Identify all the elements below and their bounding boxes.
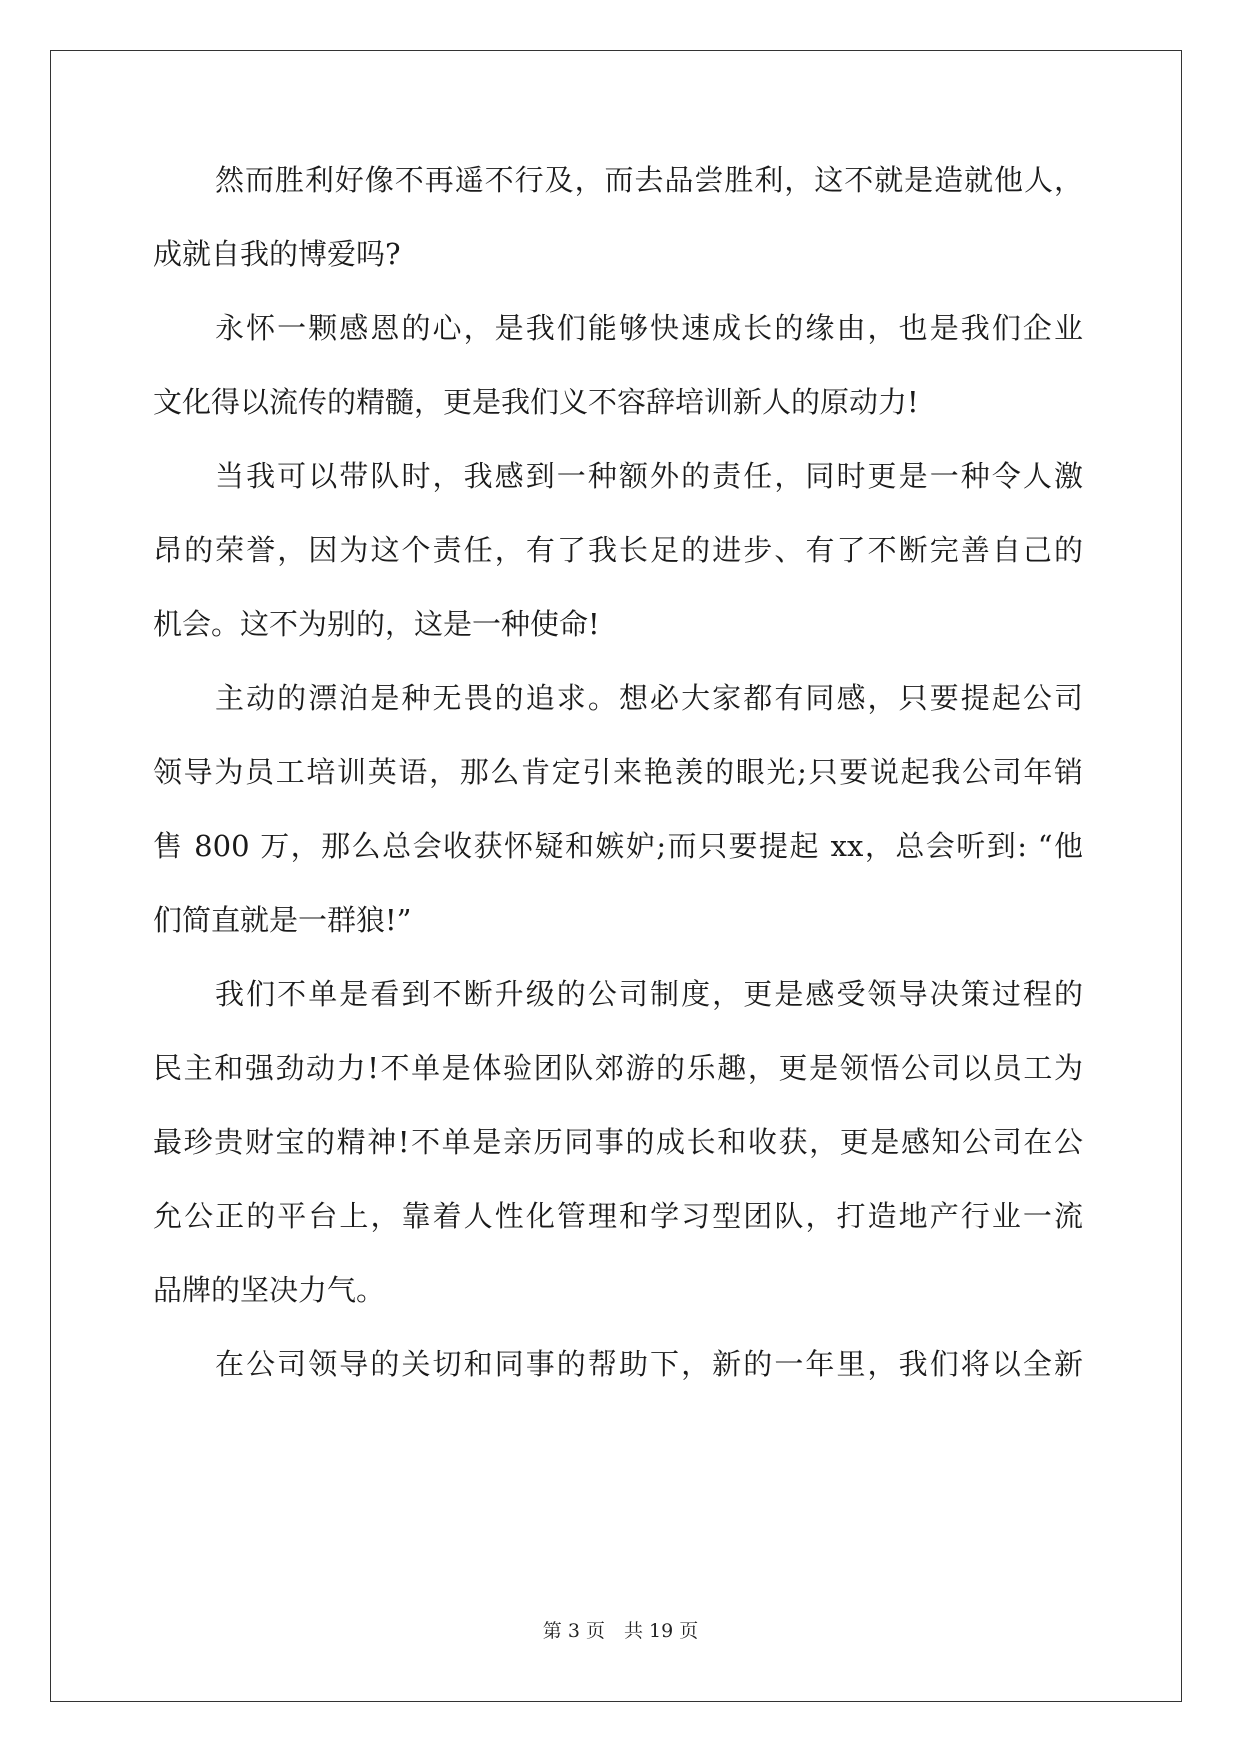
text-line: 文化得以流传的精髓，更是我们义不容辞培训新人的原动力! bbox=[153, 385, 919, 419]
text-line: 昂的荣誉，因为这个责任，有了我长足的进步、有了不断完善自己的 bbox=[153, 533, 1083, 567]
text-line: 品牌的坚决力气。 bbox=[153, 1273, 386, 1307]
text-line: 民主和强劲动力!不单是体验团队郊游的乐趣，更是领悟公司以员工为 bbox=[153, 1051, 1083, 1085]
text-line: 允公正的平台上，靠着人性化管理和学习型团队，打造地产行业一流 bbox=[153, 1199, 1083, 1233]
text-line: 然而胜利好像不再遥不行及，而去品尝胜利，这不就是造就他人， bbox=[215, 163, 1083, 197]
text-line: 我们不单是看到不断升级的公司制度，更是感受领导决策过程的 bbox=[215, 977, 1083, 1011]
text-line: 最珍贵财宝的精神!不单是亲历同事的成长和收获，更是感知公司在公 bbox=[153, 1125, 1083, 1159]
text-line: 机会。这不为别的，这是一种使命! bbox=[153, 607, 600, 641]
text-line: 领导为员工培训英语，那么肯定引来艳羡的眼光;只要说起我公司年销 bbox=[153, 755, 1083, 789]
text-line: 主动的漂泊是种无畏的追求。想必大家都有同感，只要提起公司 bbox=[215, 681, 1083, 715]
text-line: 在公司领导的关切和同事的帮助下，新的一年里，我们将以全新 bbox=[215, 1347, 1083, 1381]
text-line: 成就自我的博爱吗? bbox=[153, 237, 401, 271]
text-line: 们简直就是一群狼!” bbox=[153, 903, 412, 937]
page-number-footer: 第 3 页 共 19 页 bbox=[542, 1620, 699, 1642]
text-line: 售 800 万，那么总会收获怀疑和嫉妒;而只要提起 xx，总会听到: “他 bbox=[153, 829, 1083, 863]
text-line: 当我可以带队时，我感到一种额外的责任，同时更是一种令人激 bbox=[215, 459, 1083, 493]
page-border bbox=[50, 50, 1182, 1702]
text-line: 永怀一颗感恩的心，是我们能够快速成长的缘由，也是我们企业 bbox=[215, 311, 1083, 345]
